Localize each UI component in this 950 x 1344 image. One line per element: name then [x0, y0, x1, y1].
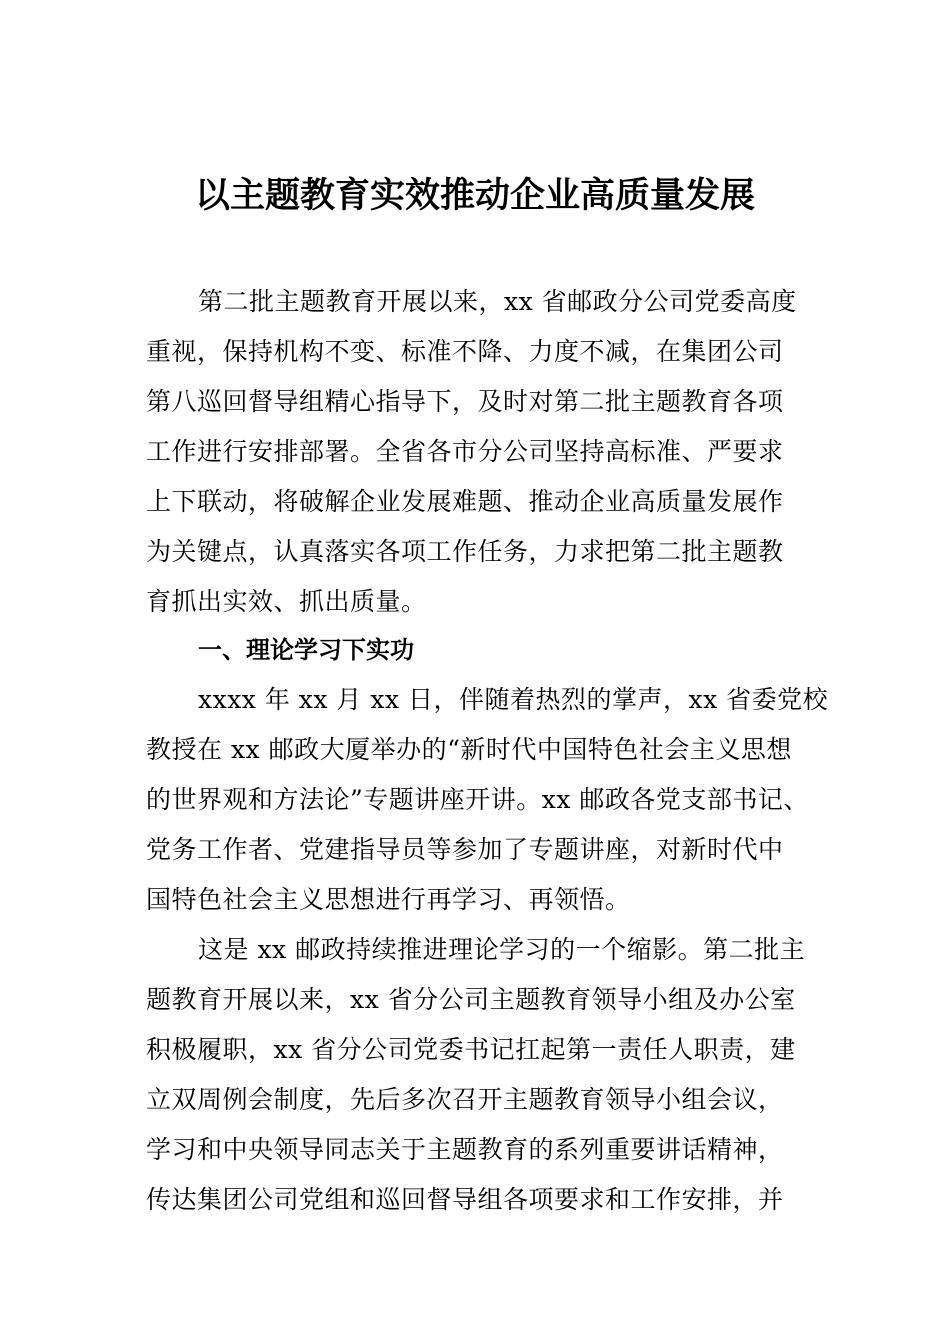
paragraph-3-line-1: 这是 xx 邮政持续推进理论学习的一个缩影。第二批主	[198, 935, 806, 964]
paragraph-1-line-3: 第八巡回督导组精心指导下，及时对第二批主题教育各项	[146, 387, 784, 416]
section-heading-1: 一、理论学习下实功	[198, 636, 414, 664]
paragraph-2-line-5: 国特色社会主义思想进行再学习、再领悟。	[146, 885, 631, 914]
paragraph-1-line-2: 重视，保持机构不变、标准不降、力度不减，在集团公司	[146, 337, 784, 366]
paragraph-3-line-4: 立双周例会制度，先后多次召开主题教育领导小组会议，	[146, 1085, 784, 1114]
paragraph-3-line-6: 传达集团公司党组和巡回督导组各项要求和工作安排，并	[146, 1185, 784, 1214]
paragraph-2-line-3: 的世界观和方法论”专题讲座开讲。xx 邮政各党支部书记、	[146, 785, 809, 814]
paragraph-2-line-4: 党务工作者、党建指导员等参加了专题讲座，对新时代中	[146, 835, 784, 864]
paragraph-1-line-5: 上下联动，将破解企业发展难题、推动企业高质量发展作	[146, 487, 784, 516]
paragraph-2-line-1: xxxx 年 xx 月 xx 日，伴随着热烈的掌声，xx 省委党校	[198, 685, 829, 714]
document-title: 以主题教育实效推动企业高质量发展	[194, 175, 755, 216]
paragraph-2-line-2: 教授在 xx 邮政大厦举办的“新时代中国特色社会主义思想	[146, 735, 792, 764]
paragraph-1-line-4: 工作进行安排部署。全省各市分公司坚持高标准、严要求	[146, 437, 784, 466]
paragraph-3-line-3: 积极履职，xx 省分公司党委书记扛起第一责任人职责，建	[146, 1035, 796, 1064]
paragraph-1-line-6: 为关键点，认真落实各项工作任务，力求把第二批主题教	[146, 537, 784, 566]
paragraph-1-line-7: 育抓出实效、抓出质量。	[146, 587, 427, 616]
paragraph-3-line-2: 题教育开展以来，xx 省分公司主题教育领导小组及办公室	[146, 985, 796, 1014]
paragraph-1-line-1: 第二批主题教育开展以来，xx 省邮政分公司党委高度	[198, 287, 797, 316]
paragraph-3-line-5: 学习和中央领导同志关于主题教育的系列重要讲话精神，	[146, 1135, 784, 1164]
